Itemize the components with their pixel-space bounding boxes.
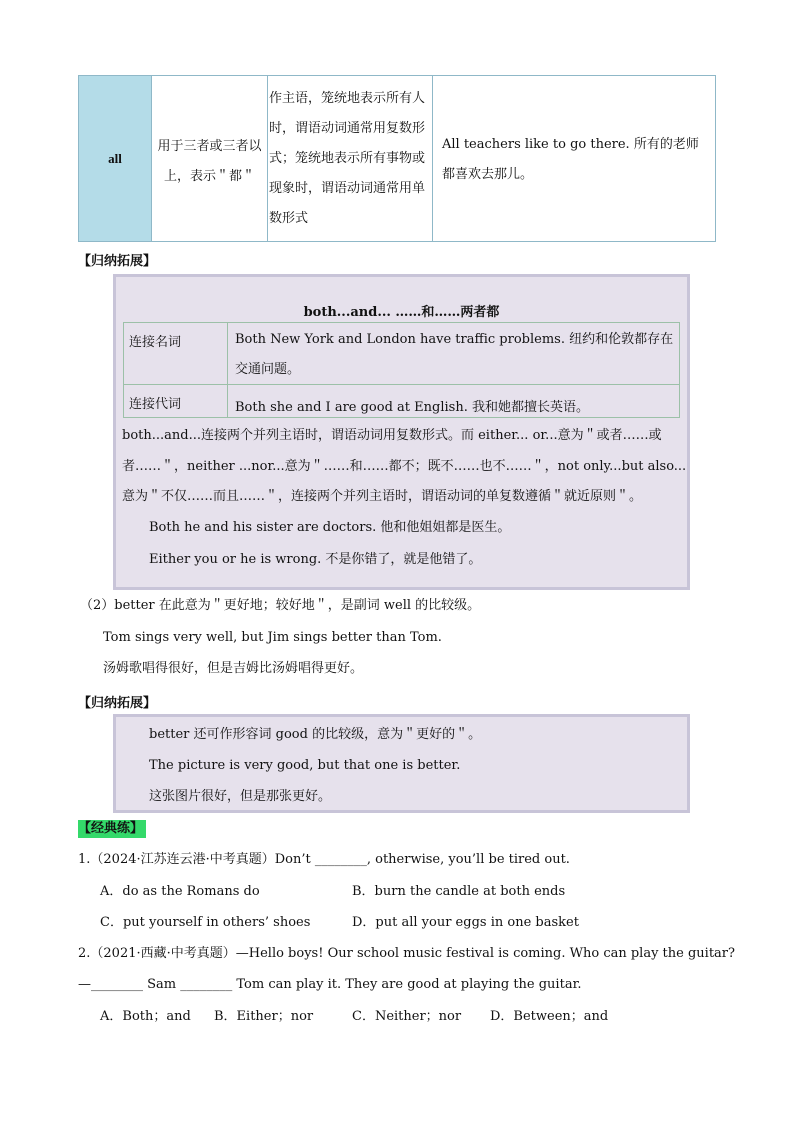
row-label: 连接名词 [124, 323, 228, 384]
question-2-stem-2: —________ Sam ________ Tom can play it. They are good at playing the guitar. [78, 977, 582, 992]
para-line: both...and...连接两个并列主语时，谓语动词用复数形式。而 either... or...意为＂或者……或 [122, 428, 662, 443]
row-value: Both she and I are good at English. 我和她都擅长英语。 [235, 400, 589, 415]
example-line: Both he and his sister are doctors. 他和他姐姐都是医生。 [149, 520, 511, 535]
para-line: 意为＂不仅……而且……＂，连接两个并列主语时，谓语动词的单复数遵循＂就近原则＂。 [122, 489, 643, 504]
word-cell [79, 76, 152, 241]
row-value: Both New York and London have traffic problems. 纽约和伦敦都存在交通问题。 [235, 332, 674, 377]
option-c[interactable]: C．put yourself in others’ shoes [100, 915, 311, 930]
option-b[interactable]: B．Either；nor [214, 1009, 314, 1024]
usage-text: 用于三者或三者以上，表示＂都＂ [157, 139, 262, 184]
summary2-line: better 还可作形容词 good 的比较级，意为＂更好的＂。 [149, 727, 482, 742]
table-row [124, 384, 679, 418]
usage-cell [152, 76, 268, 241]
better-line-1: （2）better 在此意为＂更好地；较好地＂，是副词 well 的比较级。 [80, 598, 481, 613]
better-line-2: Tom sings very well, but Jim sings better than Tom. [103, 630, 442, 645]
question-1-stem: 1.（2024·江苏连云港·中考真题）Don’t ________, otherwise, you’ll be tired out. [78, 852, 570, 867]
summary2-line: The picture is very good, but that one is better. [149, 758, 461, 773]
option-c[interactable]: C．Neither；nor [352, 1009, 462, 1024]
question-2-stem: 2.（2021·西藏·中考真题）—Hello boys! Our school music festival is coming. Who can play the guitar? [78, 946, 735, 961]
table-row [124, 323, 679, 384]
option-a[interactable]: A．do as the Romans do [100, 884, 260, 899]
word-text: all [108, 151, 122, 166]
option-d[interactable]: D．Between；and [490, 1009, 609, 1024]
summary-tag-2: 【归纳拓展】 [78, 696, 157, 711]
summary2-line: 这张图片很好，但是那张更好。 [149, 789, 332, 804]
summary-box-1 [113, 274, 690, 590]
example-line: Either you or he is wrong. 不是你错了，就是他错了。 [149, 552, 482, 567]
better-line-3: 汤姆歌唱得很好，但是吉姆比汤姆唱得更好。 [103, 661, 364, 676]
drill-tag: 【经典练】 [78, 820, 146, 838]
para-line: 者……＂，neither ...nor...意为＂……和……都不；既不……也不……＂，not only...but also... [122, 459, 687, 474]
summary-title: both...and... ……和……两者都 [303, 305, 500, 320]
usage-table [78, 75, 716, 242]
option-d[interactable]: D．put all your eggs in one basket [352, 915, 579, 930]
summary-box-2 [113, 714, 690, 813]
note-text: 作主语，笼统地表示所有人时，谓语动词通常用复数形式；笼统地表示所有事物或现象时，谓语动词通常用单数形式 [269, 91, 426, 226]
summary-tag-1: 【归纳拓展】 [78, 254, 157, 269]
row-label: 连接代词 [124, 385, 228, 418]
summary-inner-table [123, 322, 680, 418]
option-b[interactable]: B．burn the candle at both ends [352, 884, 566, 899]
example-cell [433, 76, 716, 241]
example-text: All teachers like to go there. 所有的老师都喜欢去那儿。 [442, 137, 699, 182]
option-a[interactable]: A．Both；and [100, 1009, 191, 1024]
note-cell [268, 76, 433, 241]
